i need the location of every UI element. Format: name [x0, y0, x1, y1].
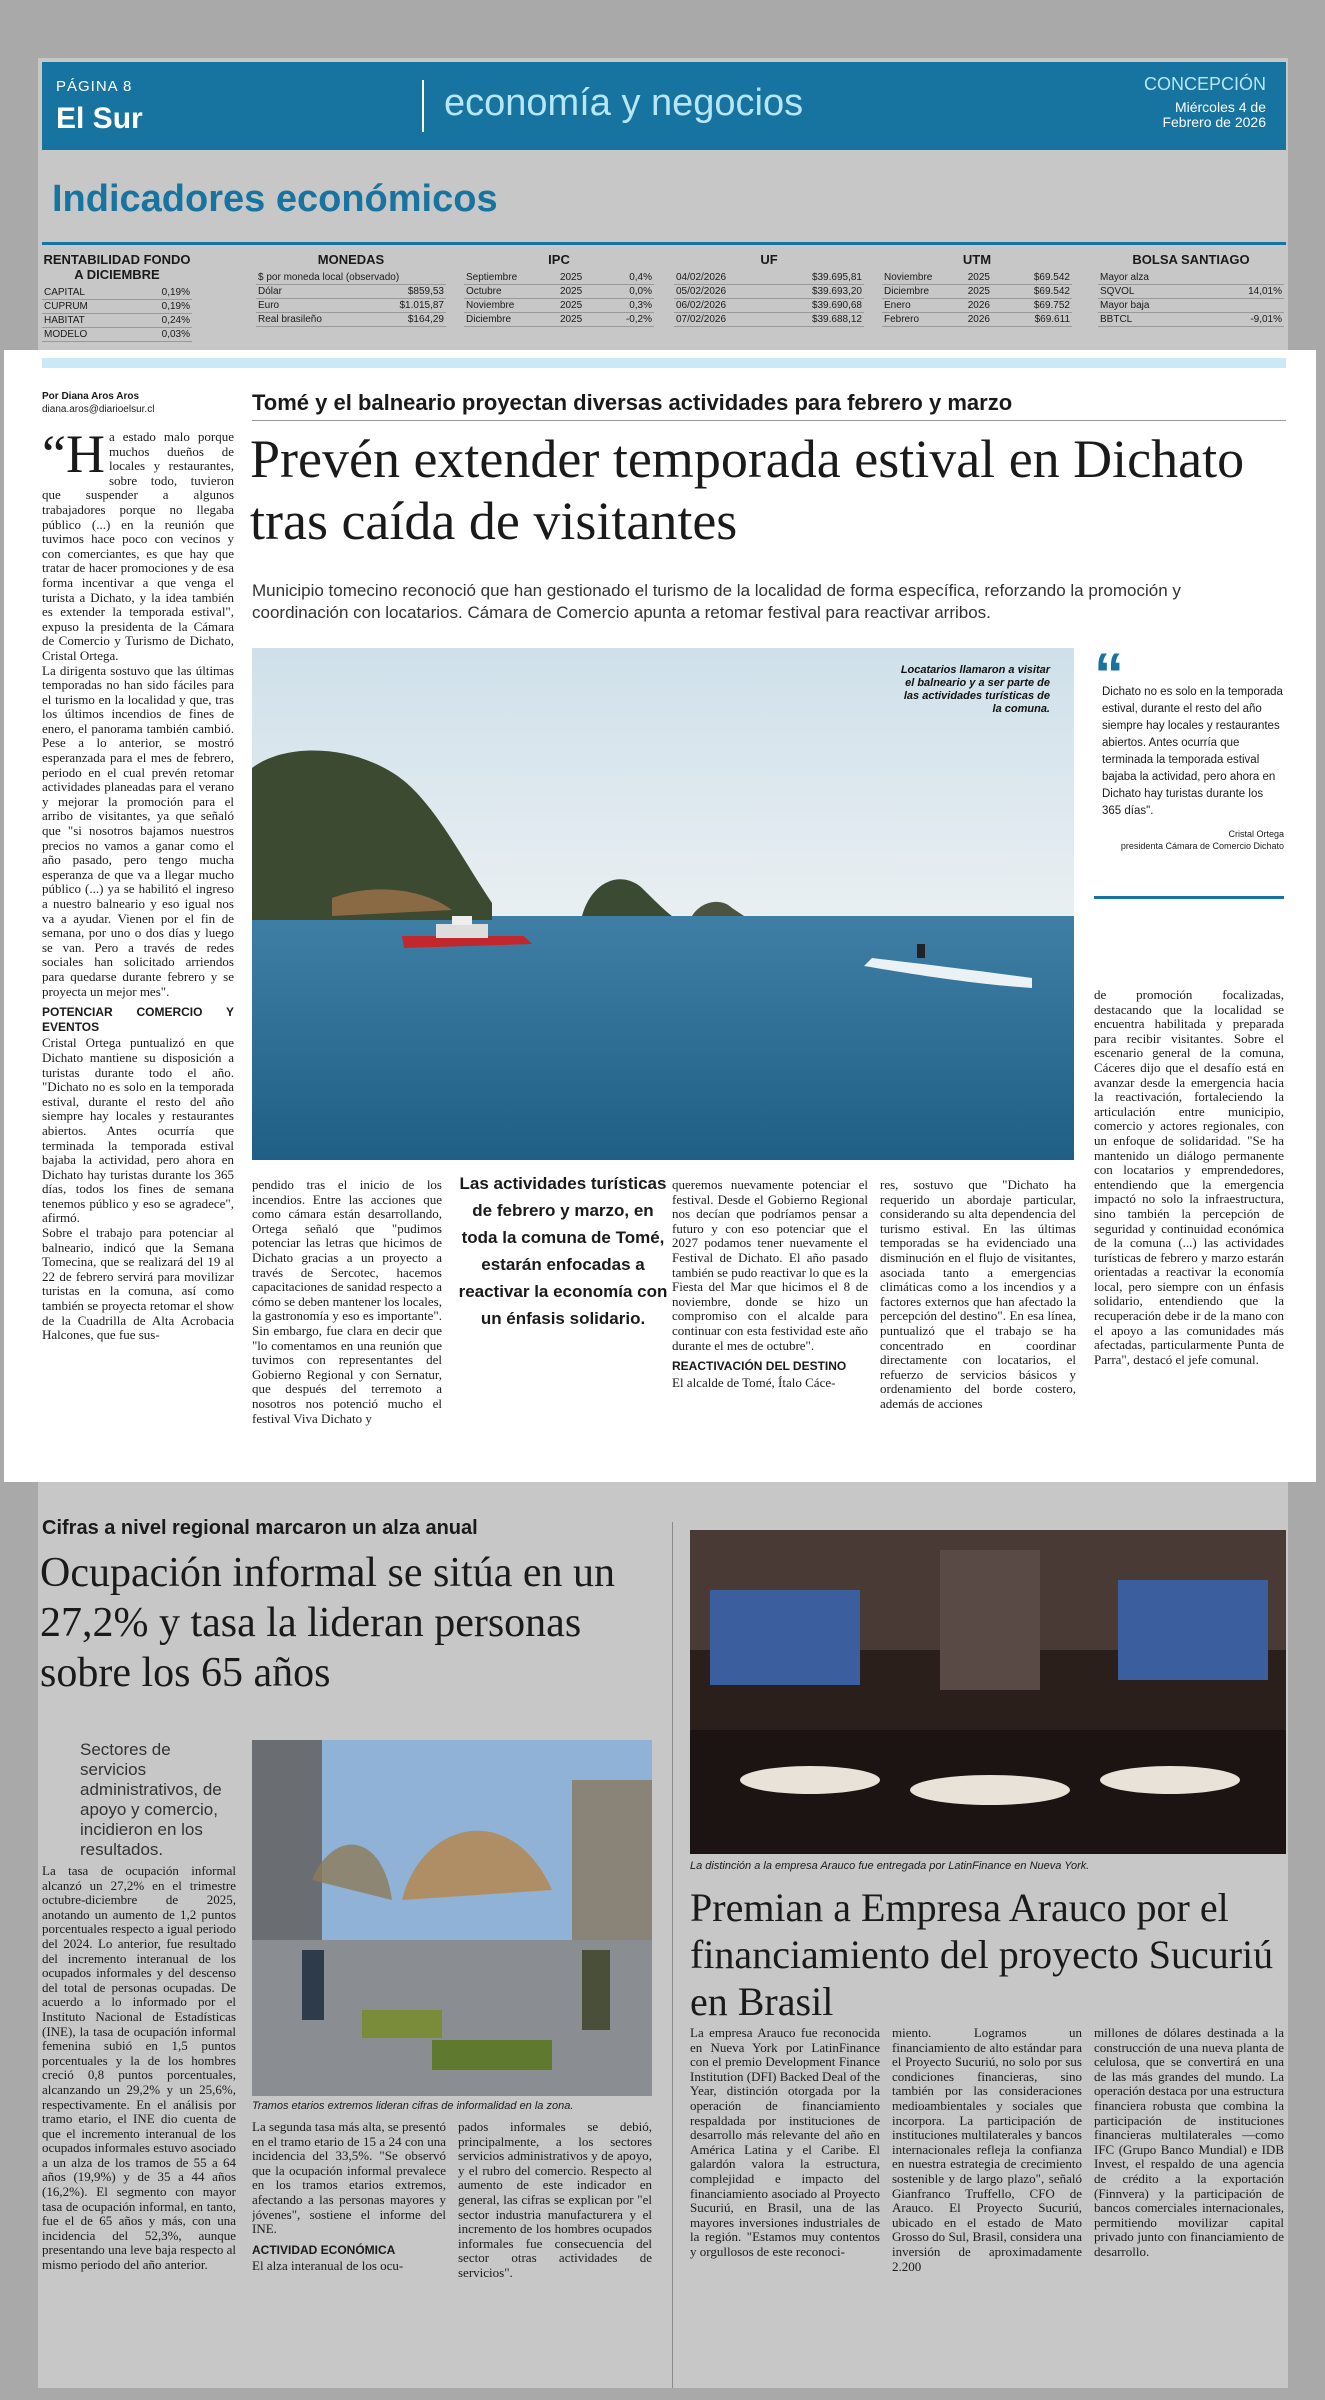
utm-title: UTM: [962, 252, 992, 267]
indicators-rule: [42, 242, 1286, 245]
uf-title: UF: [760, 252, 778, 267]
table-row: Real brasileño $164,29: [258, 314, 444, 325]
quote-text: Dichato no es solo en la temporada estival, durante el resto del año siempre hay locales y restaurantes abiertos. Antes ocurría que terminada la temporada estival bajaba la actividad, pero ahora en Dichato hay turistas durante los 365 días".: [1102, 686, 1283, 817]
table-row: MODELO 0,03%: [44, 329, 190, 340]
table-row: CUPRUM 0,19%: [44, 301, 190, 312]
article2-column-1: [42, 1864, 236, 2388]
author-email: diana.aros@diarioelsur.cl: [42, 404, 155, 415]
street-vendors-photo: [252, 1740, 652, 2096]
article2-column-2: [252, 2120, 446, 2388]
photo-caption: La distinción a la empresa Arauco fue entregada por LatinFinance en Nueva York.: [690, 1860, 1090, 1872]
article3-headline: Premian a Empresa Arauco por el financiamiento del proyecto Sucuriú en Brasil: [690, 1885, 1274, 2024]
uf-table: [674, 252, 864, 327]
paragraph: La dirigenta sostuvo que las últimas temporadas no han sido fáciles para el turismo en la localidad y que, tras los últimos incendios de fines de enero, el panorama también cambió. Pese a lo anterior, se mostró esperanzada para el mes de febrero, periodo en el cual prevén retomar actividades planeadas para el verano y mejorar la promoción para el arribo de visitantes, ya que señaló que "si nosotros bajamos nuestros precios no vamos a ganar como el año pasado, pero tengo mucha esperanza de que va a llegar mucho público (...) ya se habilitó el ingreso a nuestro balneario y eso igual nos va a ayudar. Vienen por el fin de semana, por uno o dos días y luego se van. Pero a través de redes sociales han solicitado arriendos para quedarse durante febrero y se proyecta un mejor mes".: [42, 662, 234, 999]
table-row: BBTCL -9,01%: [1100, 314, 1282, 325]
paragraph: de promoción focalizadas, destacando que la localidad se encuentra habilitada y preparada para recibir visitantes. Sobre el escenario general de la comuna, Cáceres dijo que el desafío está en avanzar desde la emergencia hacia la reactivación, fortaleciendo la articulación entre municipio, comercio y actores regionales, con un enfoque de solidaridad. "Se ha mantenido un diálogo permanente con locatarios y emprendedores, entendiendo que la emergencia impactó no solo la infraestructura, sino también la percepción de seguridad y continuidad económica de la comuna (...) las actividades turísticas de febrero y marzo estarán orientadas a reactivar la economía local, pero siempre con un énfasis solidario, entendiendo que la recuperación debe ir de la mano con el apoyo a las comunidades más afectadas, particularmente Punta de Parra", destacó el jefe comunal.: [1094, 988, 1284, 1367]
table-row: 06/02/2026 $39.690,68: [676, 300, 862, 311]
byline: [42, 390, 154, 416]
article3-column-1: [690, 2026, 880, 2388]
subhead: ACTIVIDAD ECONÓMICA: [252, 2242, 396, 2257]
afp-table: [42, 252, 192, 342]
article1-deck: Municipio tomecino reconoció que han gestionado el turismo de la localidad de forma específica, reforzando la promoción y coordinación con locatarios. Cámara de Comercio apunta a retomar festival para reactivar arribos.: [252, 581, 1181, 622]
quote-mark-icon: “: [1094, 641, 1124, 708]
article1-column-6: [1094, 988, 1284, 1450]
table-row: 05/02/2026 $39.693,20: [676, 286, 862, 297]
article2-headline: Ocupación informal se sitúa en un 27,2% y tasa la lideran personas sobre los 65 años: [40, 1550, 615, 1696]
table-row: CAPITAL 0,19%: [44, 287, 190, 298]
date: Miércoles 4 de Febrero de 2026: [1162, 99, 1266, 130]
article1-column-4: [672, 1178, 868, 1450]
paragraph: Cristal Ortega puntualizó en que Dichato mantiene su disposición a turistas durante todo el año. "Dichato no es solo en la temporada estival, durante el resto del año siempre hay locales y restaurantes abiertos. Antes ocurría que terminada la temporada estival bajaba la actividad, pero ahora en Dichato hay turistas durante los 365 días, todos los fines de semana tenemos público y eso se agradece", afirmó.: [42, 1035, 234, 1226]
table-row: Diciembre 2025 -0,2%: [466, 314, 652, 325]
page-header: [42, 62, 1286, 150]
page-number: PÁGINA 8: [56, 78, 133, 95]
article1-column-5: [880, 1178, 1076, 1450]
subhead: REACTIVACIÓN DEL DESTINO: [672, 1359, 847, 1374]
table-row: 07/02/2026 $39.688,12: [676, 314, 862, 325]
monedas-table: [256, 252, 446, 327]
article1-column-2: [252, 1178, 442, 1450]
subhead: POTENCIAR COMERCIO Y EVENTOS: [42, 1005, 234, 1034]
table-row: Noviembre 2025 $69.542: [884, 272, 1070, 283]
article3-column-3: [1094, 2026, 1284, 2388]
table-row: Mayor alza: [1098, 271, 1284, 285]
article2-deck: Sectores de servicios administrativos, de apoyo y comercio, incidieron en los resultados.: [80, 1740, 222, 1859]
table-row: HABITAT 0,24%: [44, 315, 190, 326]
table-row: Euro $1.015,87: [258, 300, 444, 311]
ipc-title: IPC: [548, 252, 570, 267]
indicators-title: Indicadores económicos: [52, 178, 498, 220]
quote-author: Cristal Ortega: [1228, 829, 1284, 839]
paragraph: pendido tras el inicio de los incendios. Entre las acciones que como cámara están desarrollando, Ortega señaló que "pudimos potenciar las letras que hicimos de Dichato gracias a un proyecto a través de Sercotec, hacemos capacitaciones de sanidad respecto a cómo se deben mantener los locales, la gastronomía y eso es importante". Sin embargo, fue clara en decir que "lo comentamos en una reunión que tuvimos con representantes del Gobierno Regional y con Sernatur, que después del terremoto a nosotros nos potenció mucho el festival Viva Dichato y: [252, 1178, 442, 1426]
dichato-photo: [252, 648, 1074, 1160]
kicker-rule: [252, 420, 1286, 421]
paragraph: El alza interanual de los ocu-: [252, 2258, 404, 2274]
table-row: Diciembre 2025 $69.542: [884, 286, 1070, 297]
table-row: Septiembre 2025 0,4%: [466, 272, 652, 283]
table-row: SQVOL 14,01%: [1100, 286, 1282, 297]
paragraph: miento. Logramos un financiamiento de alto estándar para el Proyecto Sucuriú, no solo por sus condiciones financieras, sino también por las consideraciones medioambientales y sociales que incorpora. La participación de instituciones multilaterales y bancos internacionales refleja la confianza en nuestra estrategia de crecimiento sostenible y de largo plazo", señaló Gianfranco Truffello, CFO de Arauco. El Proyecto Sucuriú, ubicado en el estado de Mato Grosso do Sul, Brasil, considera una inversión de aproximadamente 2.200: [892, 2026, 1082, 2274]
photo-caption: Locatarios llamaron a visitar el balneario y a ser parte de las actividades turísticas de la comuna.: [900, 664, 1050, 715]
table-row: Enero 2026 $69.752: [884, 300, 1070, 311]
article2-kicker: Cifras a nivel regional marcaron un alza anual: [42, 1517, 478, 1539]
section-title: economía y negocios: [444, 82, 804, 124]
column-divider: [672, 1522, 673, 2388]
article1-column-1: “Ha estado malo porque muchos dueños de locales y restaurantes, sobre todo, tuvieron que suspender a algunos trabajadores porque no llegaba público (...) en la reunión que tuvimos hace poco con vecinos y con comerciantes, es que hay que tratar de hacer promociones y de esa forma incentivar a que venga el turista a Dichato, y la idea también es extender la temporada estival", expuso la presidenta de la Cámara de Comercio y Turismo de Dichato, Cristal Ortega. La dirigenta sostuvo que las últimas temporadas no han sido fáciles para el turismo en la localidad y que, tras los últimos incendios de fines de enero, el panorama también cambió. Pese a lo anterior, se mostró esperanzada para el mes de febrero, periodo en el cual prevén retomar actividades planeadas para el verano y mejorar la promoción para el arribo de visitantes, ya que señaló que "si nosotros bajamos nuestros precios no vamos a ganar como el año pasado, pero tengo mucha esperanza de que va a llegar mucho público (...) ya se habilitó el ingreso a nuestro balneario y eso igual nos va a ayudar. Vienen por el fin de semana, por uno o dos días y luego se van. Pero a través de redes sociales han solicitado arriendos para quedarse durante febrero y se proyecta un mejor mes". POTENCIAR COMERCIO Y EVENTOS Cristal Ortega puntualizó en que Dichato mantiene su disposición a turistas durante todo el año. "Dichato no es solo en la temporada estival, durante el resto del año siempre hay locales y restaurantes abiertos. Antes ocurría que terminada la temporada estival bajaba la actividad, pero ahora en Dichato hay turistas durante los 365 días, todos los fines de semana tenemos público y eso se agradece", afirmó. Sobre el trabajo para potenciar al balneario, indicó que la Semana Tomecina, que se realizará del 19 al 22 de febrero servirá para movilizar turistas en la comuna, así como también se proyecta retomar el show de la Cuadrilla de Alta Acrobacia Halcones, que fue sus-: [42, 430, 234, 1343]
newspaper-name: El Sur: [56, 102, 143, 135]
header-divider: [422, 80, 424, 132]
bolsa-title: BOLSA SANTIAGO: [1132, 252, 1250, 267]
paragraph: Sobre el trabajo para potenciar al balneario, indicó que la Semana Tomecina, que se realizará del 19 al 22 de febrero servirá para movilizar turistas en la comuna, así como también se proyecta retomar el show de la Cuadrilla de Alta Acrobacia Halcones, que fue sus-: [42, 1225, 234, 1343]
monedas-title: MONEDAS: [317, 252, 385, 267]
table-row: Dólar $859,53: [258, 286, 444, 297]
bolsa-table: [1098, 252, 1284, 327]
quote-attribution: [1094, 828, 1284, 852]
paragraph: millones de dólares destinada a la construcción de una nueva planta de celulosa, que se convertirá en una de las más grandes del mundo. La operación destaca por una estructura financiera robusta que combina la participación de instituciones financieras multilaterales —como IFC (Grupo Banco Mundial) e IDB Invest, el respaldo de una agencia de crédito a la exportación (Finnvera) y la participación de bancos comerciales internacionales, permitiendo movilizar capital privado junto con financiamiento de desarrollo.: [1094, 2026, 1284, 2259]
table-row: Mayor baja: [1098, 299, 1284, 313]
paragraph: res, sostuvo que "Dichato ha requerido un abordaje particular, considerando su alta dependencia del turismo estival. En las últimas temporadas se ha evidenciado una disminución en el flujo de visitantes, asociada tanto a emergencias climáticas como a los incendios y a factores externos que han afectado la percepción del destino". En esa línea, puntualizó que el trabajo se ha concentrado en coordinar directamente con locatarios, el refuerzo de servicios básicos y ordenamiento del borde costero, además de acciones: [880, 1178, 1076, 1411]
pull-quote: Las actividades turísticas de febrero y marzo, en toda la comuna de Tomé, estarán enfocadas a reactivar la economía con un énfasis solidario.: [458, 1174, 668, 1328]
paragraph: La empresa Arauco fue reconocida en Nueva York por LatinFinance con el premio Development Finance Institution (DFI) Backed Deal of the Year, distinción otorgada por la operación de financiamiento respaldada por instituciones de desarrollo más relevante del año en América Latina y el Caribe. El galardón valora la estructura, complejidad e impacto del financiamiento asociado al Proyecto Sucuriú, en Brasil, una de las mayores inversiones industriales de la región. "Estamos muy contentos y orgullosos de este reconoci-: [690, 2026, 880, 2259]
article1-headline: Prevén extender temporada estival en Dichato tras caída de visitantes: [250, 429, 1245, 551]
paragraph: queremos nuevamente potenciar el festival. Desde el Gobierno Regional nos decían que podríamos pensar a futuro y con eso potenciar que el 2027 podamos tener nuevamente el Festival de Dichato. El año pasado también se pudo reactivar lo que es la Fiesta del Mar que hicimos el 8 de noviembre, donde se hizo un compromiso con el alcalde para continuar con esta festividad este año durante el mes de octubre".: [672, 1178, 868, 1353]
utm-table: [882, 252, 1072, 327]
table-row: Octubre 2025 0,0%: [466, 286, 652, 297]
city: CONCEPCIÓN: [1143, 74, 1266, 94]
article2-column-3: [458, 2120, 652, 2388]
paragraph: La tasa de ocupación informal alcanzó un 27,2% en el trimestre octubre-diciembre de 2025, anotando un aumento de 1,2 puntos porcentuales respecto a igual periodo del 2024. Lo anterior, fue resultado del incremento interanual de los ocupados informales y del descenso del total de personas ocupadas. De acuerdo a lo informado por el Instituto Nacional de Estadísticas (INE), la tasa de ocupación informal femenina subió en 1,5 puntos porcentuales y la de los hombres creció 0,8 puntos porcentuales, alcanzando un 29,2% y un 25,6%, respectivamente. En el análisis por tramo etario, el INE dio cuenta de que el incremento interanual de los ocupados informales estuvo asociado a un alza de los tramos de 55 a 64 años (19,9%) y de 35 a 44 años (16,2%). El segmento con mayor tasa de ocupación informal, en tanto, fue el de 65 años y más, con una incidencia del 52,3%, aunque presentando una leve baja respecto al mismo periodo del año anterior.: [42, 1864, 236, 2273]
paragraph: El alcalde de Tomé, Ítalo Cáce-: [672, 1374, 836, 1390]
photo-caption: Tramos etarios extremos lideran cifras de informalidad en la zona.: [252, 2100, 574, 2112]
author: Por Diana Aros Aros: [42, 391, 140, 402]
dropcap: “H: [42, 430, 105, 484]
article1-kicker: Tomé y el balneario proyectan diversas actividades para febrero y marzo: [252, 390, 1013, 415]
ipc-table: [464, 252, 654, 327]
award-ceremony-photo: [690, 1530, 1286, 1854]
paragraph: La segunda tasa más alta, se presentó en el tramo etario de 15 a 24 con una incidencia del 33,5%. "Se observó que la ocupación informal prevalece en los tramos etarios extremos, afectando a las personas mayores y jóvenes", sostiene el informe del INE.: [252, 2120, 446, 2237]
table-row: Noviembre 2025 0,3%: [466, 300, 652, 311]
quote-box: [1094, 641, 1284, 899]
article3-column-2: [892, 2026, 1082, 2388]
table-row: $ por moneda local (observado): [256, 271, 446, 285]
quote-role: presidenta Cámara de Comercio Dichato: [1120, 841, 1284, 851]
article-top-bar: [42, 358, 1286, 368]
paragraph: pados informales se debió, principalmente, a los sectores servicios administrativos y de apoyo, y el rubro del comercio. Respecto al aumento de este indicador en general, las cifras se explican por "el sector industria manufacturera y el incremento de los hombres ocupados informales fue consecuencia del sector otras actividades de servicios".: [458, 2120, 652, 2280]
table-row: Febrero 2026 $69.611: [884, 314, 1070, 325]
table-row: 04/02/2026 $39.695,81: [676, 272, 862, 283]
afp-title: RENTABILIDAD FONDO A DICIEMBRE: [43, 252, 191, 282]
